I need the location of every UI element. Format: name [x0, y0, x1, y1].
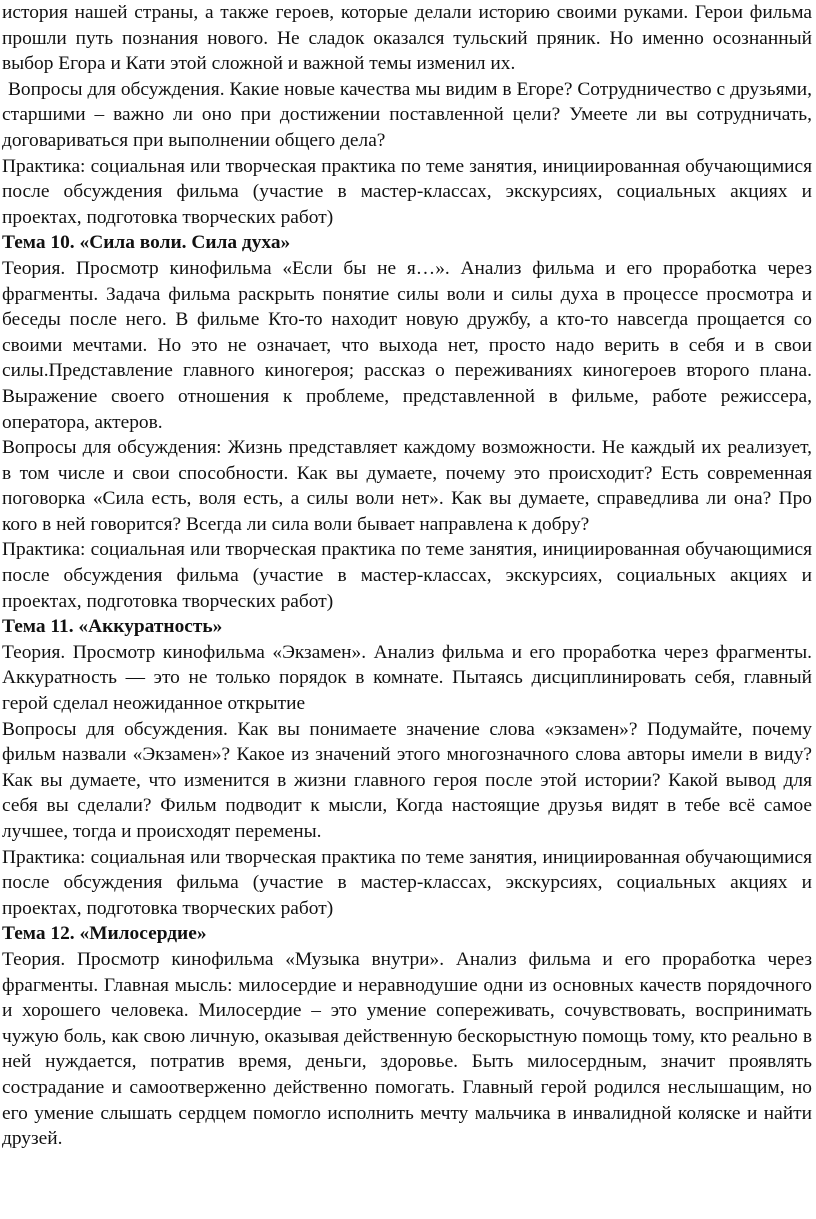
paragraph-theory: Теория. Просмотр кинофильма «Если бы не я…». Анализ фильма и его проработка через фрагменты. Задача фильма раскрыть понятие силы воли и силы духа в процессе просмотра и беседы после него. В фильме Кто-то находит новую дружбу, а кто-то навсегда прощается со своими мечтами. Но это не означает, что выхода нет, просто надо верить в себя и в свои силы.Представление главного киногероя; рассказ о переживаниях киногероев второго плана. Выражение своего отношения к проблеме, представленной в фильме, работе режиссера, оператора, актеров.	[2, 257, 812, 433]
paragraph-practice: Практика: социальная или творческая практика по теме занятия, инициированная обучающимися после обсуждения фильма (участие в мастер-классах, экскурсиях, социальных акциях и проектах, подготовка творческих работ)	[2, 846, 812, 919]
paragraph-discussion-questions: Вопросы для обсуждения: Жизнь представляет каждому возможности. Не каждый их реализует, в том числе и свои способности. Как вы думаете, почему это происходит? Есть современная поговорка «Сила есть, воля есть, а силы воли нет». Как вы думаете, справедлива ли она? Про кого в ней говорится? Всегда ли сила воли бывает направлена к добру?	[2, 437, 812, 535]
paragraph-intro-continuation: история нашей страны, а также героев, которые делали историю своими руками. Герои фильма прошли путь познания нового. Не сладок оказался тульский пряник. Но именно осознанный выбор Егора и Кати этой сложной и важной темы изменил их.	[2, 2, 812, 75]
paragraph-practice: Практика: социальная или творческая практика по теме занятия, инициированная обучающимися после обсуждения фильма (участие в мастер-классах, экскурсиях, социальных акциях и проектах, подготовка творческих работ)	[2, 539, 812, 612]
topic-heading: Тема 10. «Сила воли. Сила духа»	[2, 232, 291, 254]
topic-heading: Тема 11. «Аккуратность»	[2, 616, 223, 638]
paragraph-practice: Практика: социальная или творческая практика по теме занятия, инициированная обучающимися после обсуждения фильма (участие в мастер-классах, экскурсиях, социальных акциях и проектах, подготовка творческих работ)	[2, 155, 812, 228]
paragraph-theory: Теория. Просмотр кинофильма «Экзамен». Анализ фильма и его проработка через фрагменты. Аккуратность — это не только порядок в комнате. Пытаясь дисциплинировать себя, главный герой сделал неожиданное открытие	[2, 641, 812, 715]
paragraph-discussion-questions: Вопросы для обсуждения. Как вы понимаете значение слова «экзамен»? Подумайте, почему фильм назвали «Экзамен»? Какое из значений этого многозначного слова авторы имели в виду? Как вы думаете, что изменится в жизни главного героя после этой истории? Какой вывод для себя вы сделали? Фильм подводит к мысли, Когда настоящие друзья видят в тебе всё самое лучшее, тогда и происходят перемены.	[2, 718, 812, 842]
paragraph-theory: Теория. Просмотр кинофильма «Музыка внутри». Анализ фильма и его проработка через фрагменты. Главная мысль: милосердие и неравнодушие одни из основных качеств порядочного и хорошего человека. Милосердие – это умение сопереживать, сочувствовать, воспринимать чужую боль, как свою личную, оказывая действенную бескорыстную помощь тому, кто реально в ней нуждается, потратив время, деньги, здоровье. Быть милосердным, значит проявлять сострадание и самоотверженно действенно помогать. Главный герой родился неслышащим, но его умение слышать сердцем помогло исполнить мечту мальчика в инвалидной коляске и найти друзей.	[2, 948, 812, 1150]
topic-heading: Тема 12. «Милосердие»	[2, 923, 207, 945]
paragraph-discussion-questions: Вопросы для обсуждения. Какие новые качества мы видим в Егоре? Сотрудничество с друзьями, старшими – важно ли оно при достижении поставленной цели? Умеете ли вы сотрудничать, договариваться при выполнении общего дела?	[2, 78, 812, 151]
